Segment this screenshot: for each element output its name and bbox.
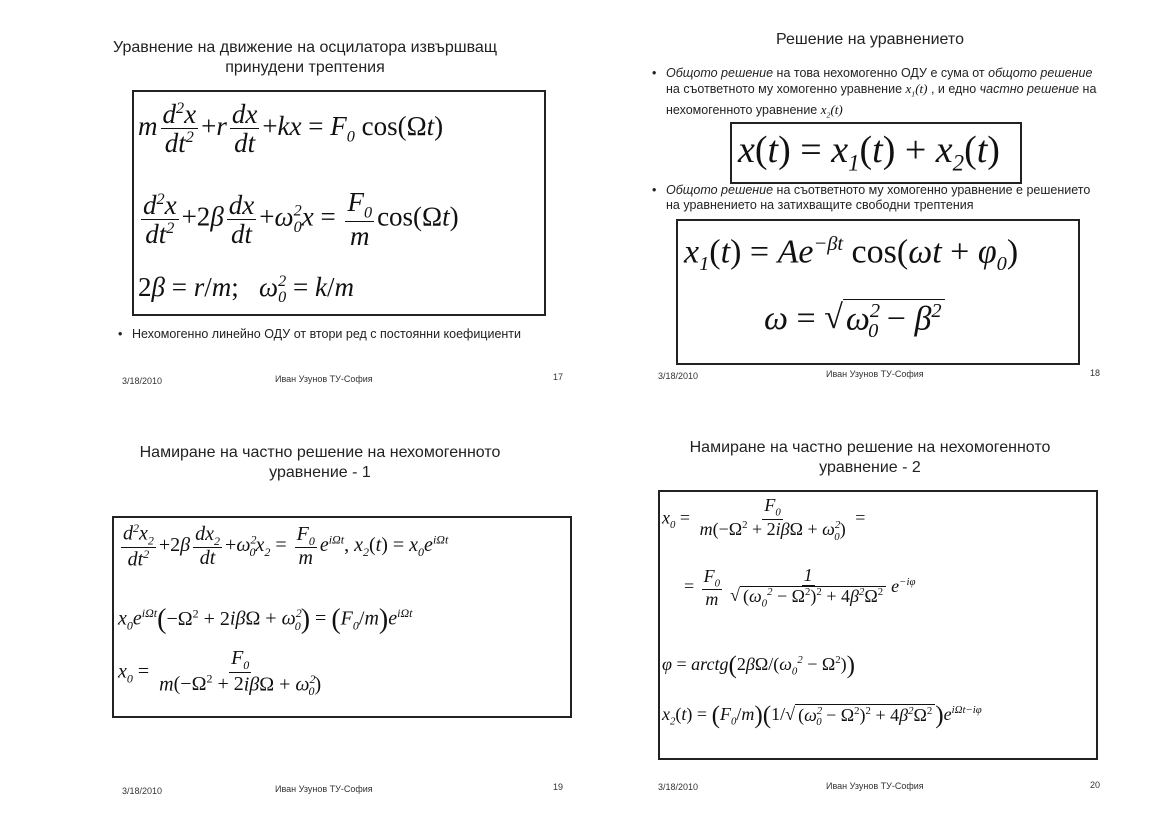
slide-title: Уравнение на движение на осцилатора извършващ принудени трептения — [113, 39, 497, 76]
footer-author: Иван Узунов ТУ-София — [826, 369, 924, 379]
equation-line-3: $x_0$ = $\frac{F_0}{m(-\Omega^2 + 2i\beta\Omega + \omega^2_0)}$ — [118, 647, 322, 699]
footer-page: 17 — [553, 372, 564, 382]
bullet-dot: • — [118, 327, 123, 341]
emphasis-text: общото решение — [988, 66, 1093, 80]
emphasis-text: Общото решение — [666, 183, 774, 197]
slide-title: Решение на уравнението — [776, 31, 964, 48]
footer-date: 3/18/2010 — [658, 782, 699, 792]
inline-math: $x_2(t)$ — [820, 101, 843, 120]
equation-line-2: $\frac{d^2x}{dt^2}$ +2β $\frac{dx}{dt}$ $+\omega^2_0x$ = $\frac{F_0}{m}$ cos(Ωt) — [143, 187, 459, 252]
emphasis-text: Общото решение — [666, 66, 774, 80]
equation-line-2: $x_0e^{i\Omega t}(-\Omega^2 + 2i\beta\Omega + \omega^2_0) = (F_0/m)e^{i\Omega t}$ — [118, 604, 413, 635]
equation-line-2: = $\frac{F_0}{m}$ 1 √ $(\omega_0^2 - \Omega^2)^2 + 4\beta^2\Omega^2$ $e^{-i\varphi}$ — [684, 565, 916, 610]
equation-line-1: m $\frac{d^2x}{dt^2}$ +r $\frac{dx}{dt}$ $+kx = F_0$ cos(Ωt) — [138, 99, 444, 159]
bullet-text: на това нехомогенно ОДУ е сума от — [773, 66, 989, 80]
bullet-text: на съответното му хомогенно уравнение — [666, 82, 906, 96]
footer-author: Иван Узунов ТУ-София — [275, 374, 373, 384]
equation-line-1: $x_0$ = $\frac{F_0}{m(-\Omega^2 + 2i\beta\Omega + \omega^2_0)}$ = — [662, 495, 866, 543]
slide-18 — [580, 0, 1160, 408]
equation-line-3: $\varphi = arctg(2\beta\Omega/(\omega_0^2 - \Omega^2))$ — [662, 652, 856, 679]
footer-author: Иван Узунов ТУ-София — [275, 784, 373, 794]
footer-page: 19 — [553, 782, 564, 792]
emphasis-text: частно решение — [979, 82, 1080, 96]
bullet-item — [652, 183, 1106, 213]
homogeneous-solution: $x_1(t) = Ae^{-\beta t}$ $\cos(\omega t + \varphi_0)$ — [684, 233, 1019, 276]
bullet-text: на нехомогенното уравнение — [666, 82, 1097, 117]
slide-title: Намиране на частно решение на нехомогенното уравнение - 1 — [139, 444, 501, 481]
slide-title: Намиране на частно решение на нехомогенното уравнение - 2 — [689, 439, 1051, 476]
general-solution: $x(t) = x_1(t) + x_2(t)$ — [738, 129, 1000, 176]
equation-box — [112, 516, 572, 718]
slide-19 — [0, 408, 580, 816]
footer-date: 3/18/2010 — [122, 786, 163, 796]
equation-box — [132, 90, 546, 316]
homogeneous-solution-box — [676, 219, 1080, 365]
footer-page: 20 — [1090, 780, 1101, 790]
equation-box — [658, 490, 1098, 760]
general-solution-box — [730, 122, 1022, 184]
bullet-text: , и едно — [927, 82, 980, 96]
equation-line-3: 2β = r/m; $\omega^2_0 = k/m$ — [138, 272, 354, 307]
bullet-text: Нехомогенно линейно ОДУ от втори ред с постоянни коефициенти — [132, 327, 522, 341]
slide-17 — [0, 0, 580, 408]
frequency-formula: ω = √ $\omega^2_0 - \beta^2$ — [764, 299, 945, 343]
footer-author: Иван Узунов ТУ-София — [826, 781, 924, 791]
equation-line-4: $x_2(t) = (F_0/m)(1/$ √ $(\omega^2_0 - \Omega^2)^2 + 4\beta^2\Omega^2$ )$e^{i\Omega t-i\varphi}$ — [662, 702, 982, 729]
footer-page: 18 — [1090, 368, 1101, 378]
bullet-item — [652, 66, 1106, 122]
slide-20 — [580, 408, 1160, 816]
bullet-text: на съответното му хомогенно уравнение е решението на уравнението на затихващите свободни трептения — [666, 183, 1091, 212]
equation-line-1: $\frac{d^2x_2}{dt^2}$ +2β $\frac{dx_2}{dt}$ $+\omega^2_0x_2$ = $\frac{F_0}{m}$ $e^{i\Omega t}$, $x_2(t) = x_0e^{i\Omega t}$ — [123, 521, 449, 571]
bullet-item — [118, 327, 572, 342]
footer-date: 3/18/2010 — [658, 371, 699, 381]
inline-math: $x_1(t)$ — [905, 81, 928, 99]
footer-date: 3/18/2010 — [122, 376, 163, 386]
bullet-dot: • — [652, 66, 657, 80]
bullet-dot: • — [652, 183, 657, 197]
